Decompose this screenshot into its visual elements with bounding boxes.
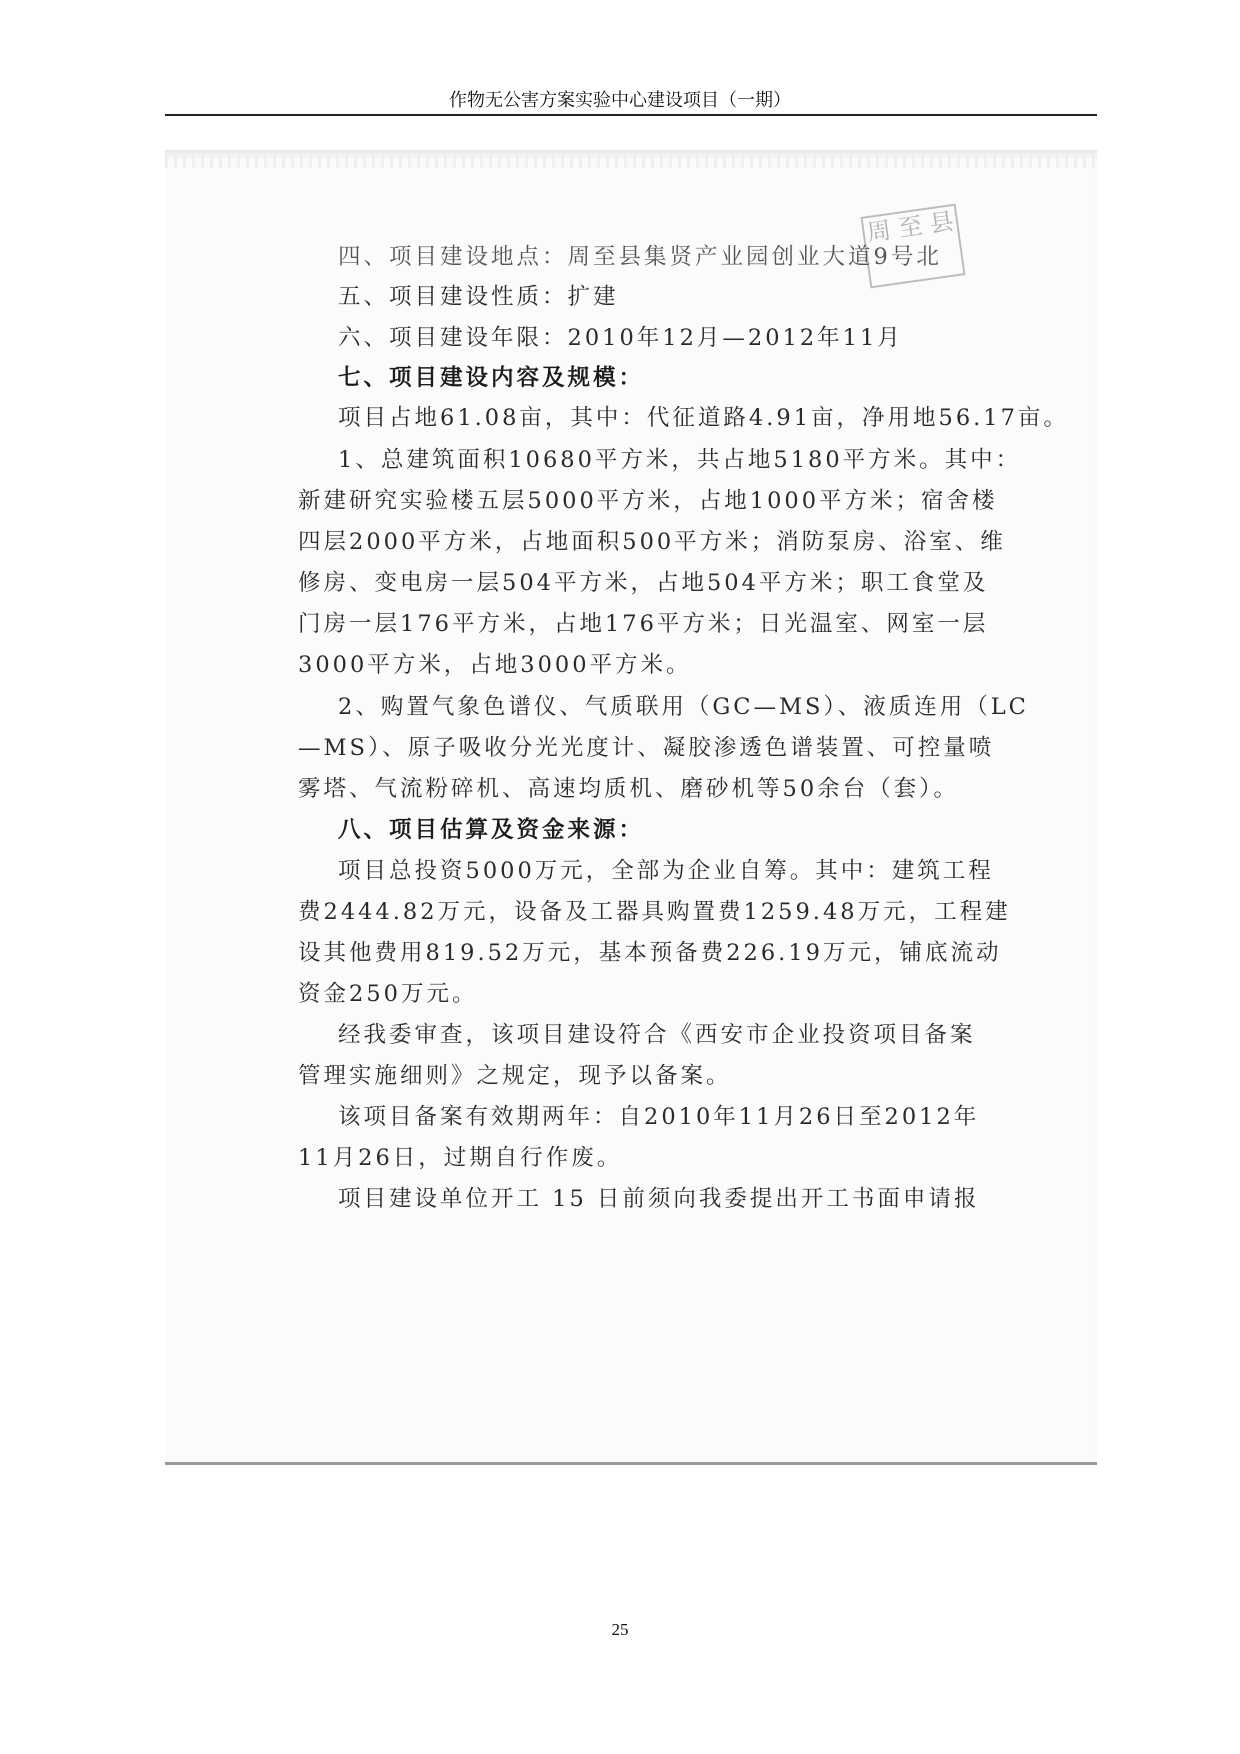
text-line: 四、项目建设地点：周至县集贤产业园创业大道9号北: [338, 244, 942, 270]
text-line: 门房一层176平方米，占地176平方米；日光温室、网室一层: [298, 611, 989, 637]
text-line: 11月26日，过期自行作废。: [298, 1145, 623, 1171]
section-heading: 八、项目估算及资金来源：: [338, 817, 645, 843]
text-line: 3000平方米，占地3000平方米。: [298, 652, 692, 678]
text-line: 修房、变电房一层504平方米，占地504平方米；职工食堂及: [298, 570, 989, 596]
text-line: 雾塔、气流粉碎机、高速均质机、磨砂机等50余台（套）。: [298, 776, 959, 802]
document-header-title: 作物无公害方案实验中心建设项目（一期）: [449, 90, 791, 111]
text-line: 该项目备案有效期两年：自2010年11月26日至2012年: [338, 1104, 980, 1130]
text-line: 经我委审查，该项目建设符合《西安市企业投资项目备案: [338, 1022, 976, 1048]
text-line: 新建研究实验楼五层5000平方米，占地1000平方米；宿舍楼: [298, 488, 998, 514]
header-divider: [165, 114, 1097, 116]
scan-noise: [165, 156, 1097, 168]
text-line: 六、项目建设年限：2010年12月—2012年11月: [338, 325, 903, 351]
text-line: 项目占地61.08亩，其中：代征道路4.91亩，净用地56.17亩。: [338, 405, 1069, 431]
text-line: 费2444.82万元，设备及工器具购置费1259.48万元，工程建: [298, 899, 1011, 925]
text-line: 项目建设单位开工 15 日前须向我委提出开工书面申请报: [338, 1186, 980, 1212]
section-heading: 七、项目建设内容及规模：: [338, 365, 645, 391]
text-line: 管理实施细则》之规定，现予以备案。: [298, 1063, 732, 1089]
text-line: 设其他费用819.52万元，基本预备费226.19万元，铺底流动: [298, 940, 1002, 966]
text-line: 资金250万元。: [298, 981, 478, 1007]
text-line: 四层2000平方米，占地面积500平方米；消防泵房、浴室、维: [298, 529, 1006, 555]
text-line: 项目总投资5000万元，全部为企业自筹。其中：建筑工程: [338, 858, 994, 884]
text-line: 五、项目建设性质：扩建: [338, 284, 619, 310]
text-line: 1、总建筑面积10680平方米，共占地5180平方米。其中：: [338, 447, 1022, 473]
scanned-page: [165, 150, 1097, 1465]
text-line: —MS）、原子吸收分光光度计、凝胶渗透色谱装置、可控量喷: [298, 735, 995, 761]
text-line: 2、购置气象色谱仪、气质联用（GC—MS）、液质连用（LC: [338, 694, 1029, 720]
page-number: 25: [611, 1620, 629, 1639]
stamp-text: 周 至 县: [865, 207, 956, 248]
